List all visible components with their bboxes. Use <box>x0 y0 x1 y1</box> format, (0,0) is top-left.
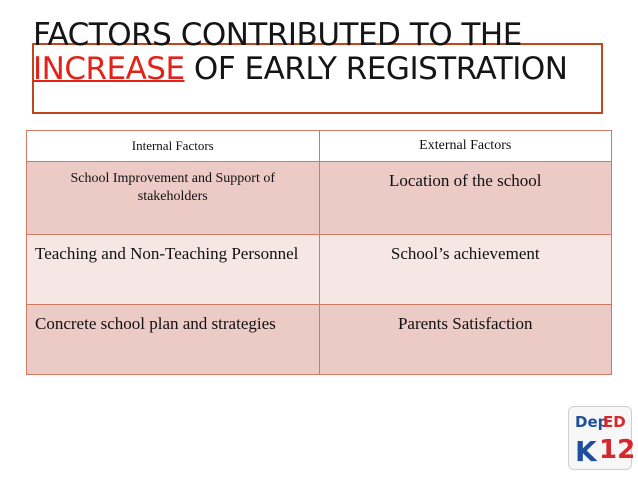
table-cell-internal: School Improvement and Support of stakeholders <box>27 162 320 235</box>
title-text-before: FACTORS CONTRIBUTED TO THE <box>33 17 522 53</box>
header-external-factors: External Factors <box>319 131 612 162</box>
table-cell-internal: Concrete school plan and strategies <box>27 305 320 375</box>
slide-title <box>33 18 613 86</box>
deped-k12-logo <box>568 406 636 470</box>
factors-table <box>26 130 612 375</box>
header-internal-factors: Internal Factors <box>27 131 320 162</box>
table-cell-external: Location of the school <box>319 162 612 235</box>
table-row <box>27 162 612 235</box>
logo-text-k: K <box>575 435 597 468</box>
table-cell-internal: Teaching and Non-Teaching Personnel <box>27 235 320 305</box>
logo-text-dep: Dep <box>575 413 609 431</box>
table-cell-external: Parents Satisfaction <box>319 305 612 375</box>
table-row <box>27 305 612 375</box>
title-highlight: INCREASE <box>33 51 185 87</box>
logo-text-12: 12 <box>599 435 636 465</box>
table-header-row <box>27 131 612 162</box>
title-text-after: OF EARLY REGISTRATION <box>184 51 568 87</box>
table-row <box>27 235 612 305</box>
logo-text-ed: ED <box>603 413 626 431</box>
table-cell-external: School’s achievement <box>319 235 612 305</box>
